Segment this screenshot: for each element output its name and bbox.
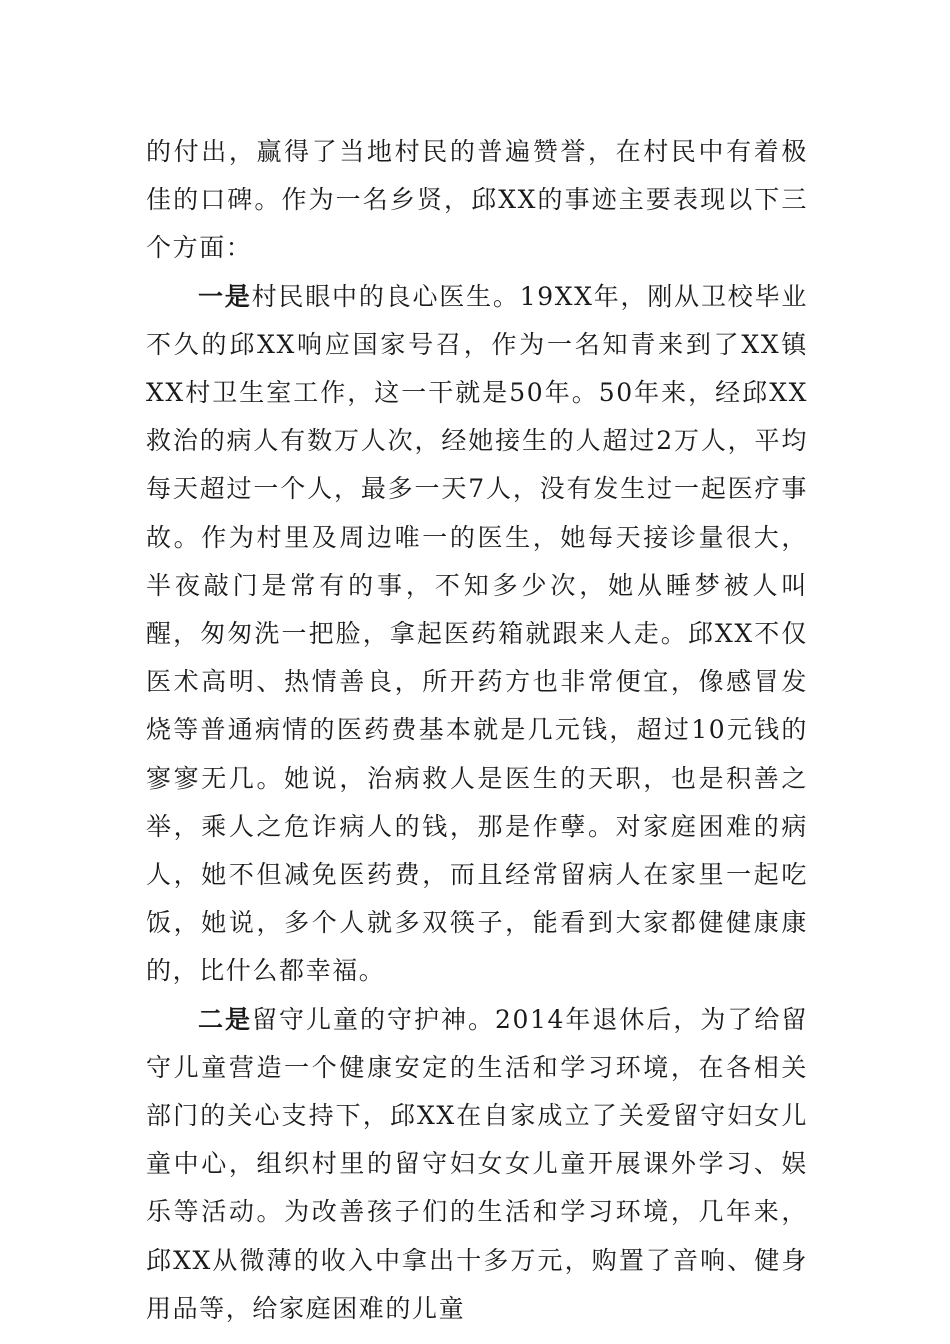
paragraph-2-lead: 一是 bbox=[198, 281, 252, 311]
paragraph-2-text: 村民眼中的良心医生。19XX年，刚从卫校毕业不久的邱XX响应国家号召，作为一名知青来到了XX镇XX村卫生室工作，这一干就是50年。50年来，经邱XX救治的病人有数万人次，经她接生的人超过2万人，平均每天超过一个人，最多一天7人，没有发生过一起医疗事故。作为村里及周边唯一的医生，她每天接诊量很大，半夜敲门是常有的事，不知多少次，她从睡梦被人叫醒，匆匆洗一把脸，拿起医药箱就跟来人走。邱XX不仅医术高明、热情善良，所开药方也非常便宜，像感冒发烧等普通病情的医药费基本就是几元钱，超过10元钱的寥寥无几。她说，治病救人是医生的天职，也是积善之举，乘人之危诈病人的钱，那是作孽。对家庭困难的病人，她不但减免医药费，而且经常留病人在家里一起吃饭，她说，多个人就多双筷子，能看到大家都健健康康的，比什么都幸福。 bbox=[146, 281, 809, 986]
paragraph-3-lead: 二是 bbox=[198, 1004, 252, 1034]
document-body bbox=[146, 128, 808, 1333]
paragraph-1-text: 的付出，赢得了当地村民的普遍赞誉，在村民中有着极佳的口碑。作为一名乡贤，邱XX的事迹主要表现以下三个方面： bbox=[146, 137, 808, 263]
paragraph-2 bbox=[146, 273, 808, 996]
paragraph-1 bbox=[146, 128, 808, 273]
paragraph-3 bbox=[146, 996, 808, 1333]
paragraph-3-text: 留守儿童的守护神。2014年退休后，为了给留守儿童营造一个健康安定的生活和学习环境，在各相关部门的关心支持下，邱XX在自家成立了关爱留守妇女儿童中心，组织村里的留守妇女女儿童开展课外学习、娱乐等活动。为改善孩子们的生活和学习环境，几年来，邱XX从微薄的收入中拿出十多万元，购置了音响、健身用品等，给家庭困难的儿童 bbox=[146, 1004, 808, 1323]
